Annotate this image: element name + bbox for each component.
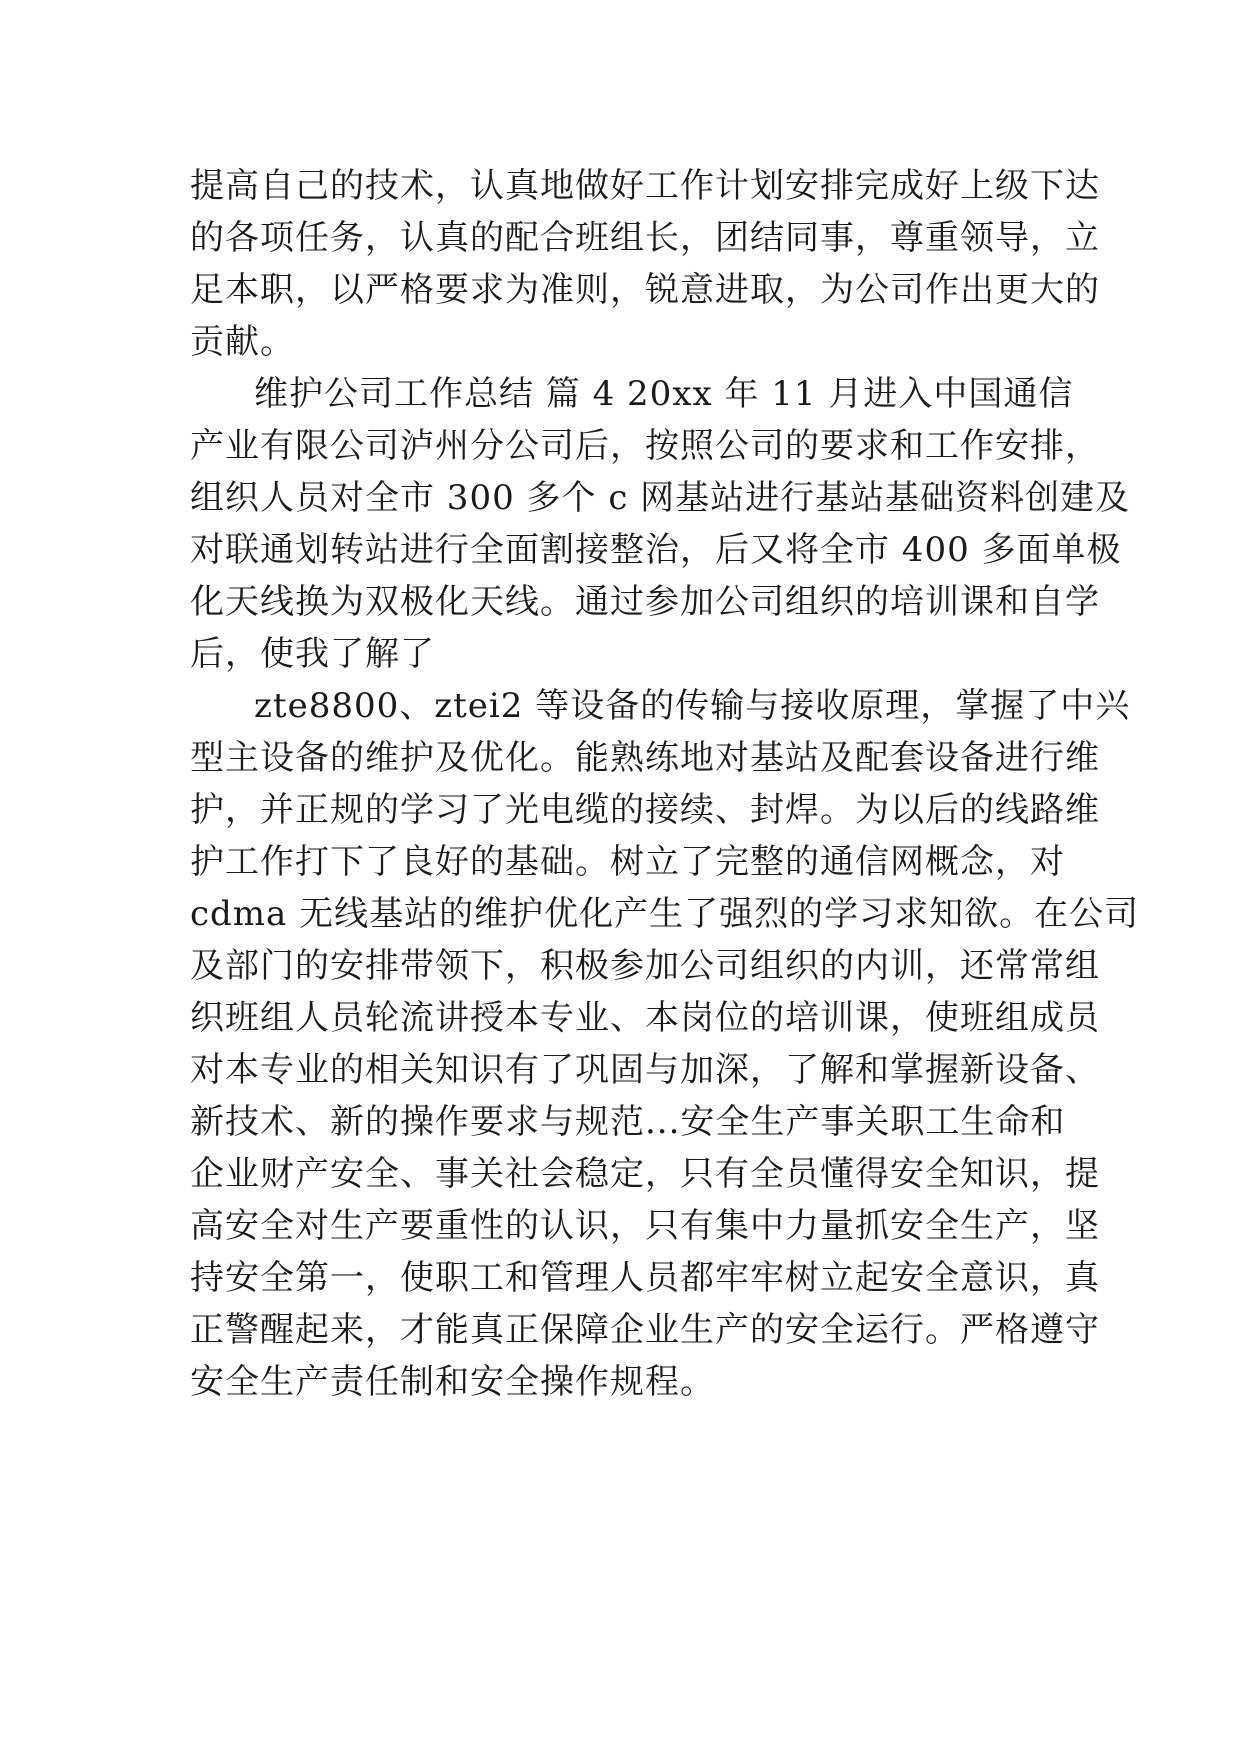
- text-line: 后，使我了解了: [190, 634, 435, 674]
- text-line: 及部门的安排带领下，积极参加公司组织的内训，还常常组: [190, 946, 1100, 986]
- text-line: 化天线换为双极化天线。通过参加公司组织的培训课和自学: [190, 582, 1100, 622]
- text-line: 型主设备的维护及优化。能熟练地对基站及配套设备进行维: [190, 738, 1100, 778]
- text-line: 对联通划转站进行全面割接整治，后又将全市 400 多面单极: [190, 530, 1122, 570]
- text-line: 安全生产责任制和安全操作规程。: [190, 1362, 715, 1402]
- text-line: 护，并正规的学习了光电缆的接续、封焊。为以后的线路维: [190, 790, 1100, 830]
- text-line: 新技术、新的操作要求与规范...安全生产事关职工生命和: [190, 1102, 1066, 1142]
- text-line: cdma 无线基站的维护优化产生了强烈的学习求知欲。在公司: [190, 894, 1140, 934]
- text-line: 组织人员对全市 300 多个 c 网基站进行基站基础资料创建及: [190, 478, 1131, 518]
- text-line: 提高自己的技术，认真地做好工作计划安排完成好上级下达: [190, 166, 1100, 206]
- text-line: 织班组人员轮流讲授本专业、本岗位的培训课，使班组成员: [190, 998, 1100, 1038]
- text-line: 产业有限公司泸州分公司后，按照公司的要求和工作安排，: [190, 426, 1100, 466]
- text-line: 正警醒起来，才能真正保障企业生产的安全运行。严格遵守: [190, 1310, 1100, 1350]
- text-line: 企业财产安全、事关社会稳定，只有全员懂得安全知识，提: [190, 1154, 1100, 1194]
- text-line: 贡献。: [190, 322, 295, 362]
- text-line: 高安全对生产要重性的认识，只有集中力量抓安全生产，坚: [190, 1206, 1100, 1246]
- text-line: 护工作打下了良好的基础。树立了完整的通信网概念，对: [190, 842, 1065, 882]
- text-line: 持安全第一，使职工和管理人员都牢牢树立起安全意识，真: [190, 1258, 1100, 1298]
- text-line: 的各项任务，认真的配合班组长，团结同事，尊重领导，立: [190, 218, 1100, 258]
- section-heading-line: 维护公司工作总结 篇 4 20xx 年 11 月进入中国通信: [254, 374, 1074, 414]
- text-line: 对本专业的相关知识有了巩固与加深，了解和掌握新设备、: [190, 1050, 1100, 1090]
- text-line: 足本职，以严格要求为准则，锐意进取，为公司作出更大的: [190, 270, 1100, 310]
- text-line: zte8800、ztei2 等设备的传输与接收原理，掌握了中兴: [254, 686, 1131, 726]
